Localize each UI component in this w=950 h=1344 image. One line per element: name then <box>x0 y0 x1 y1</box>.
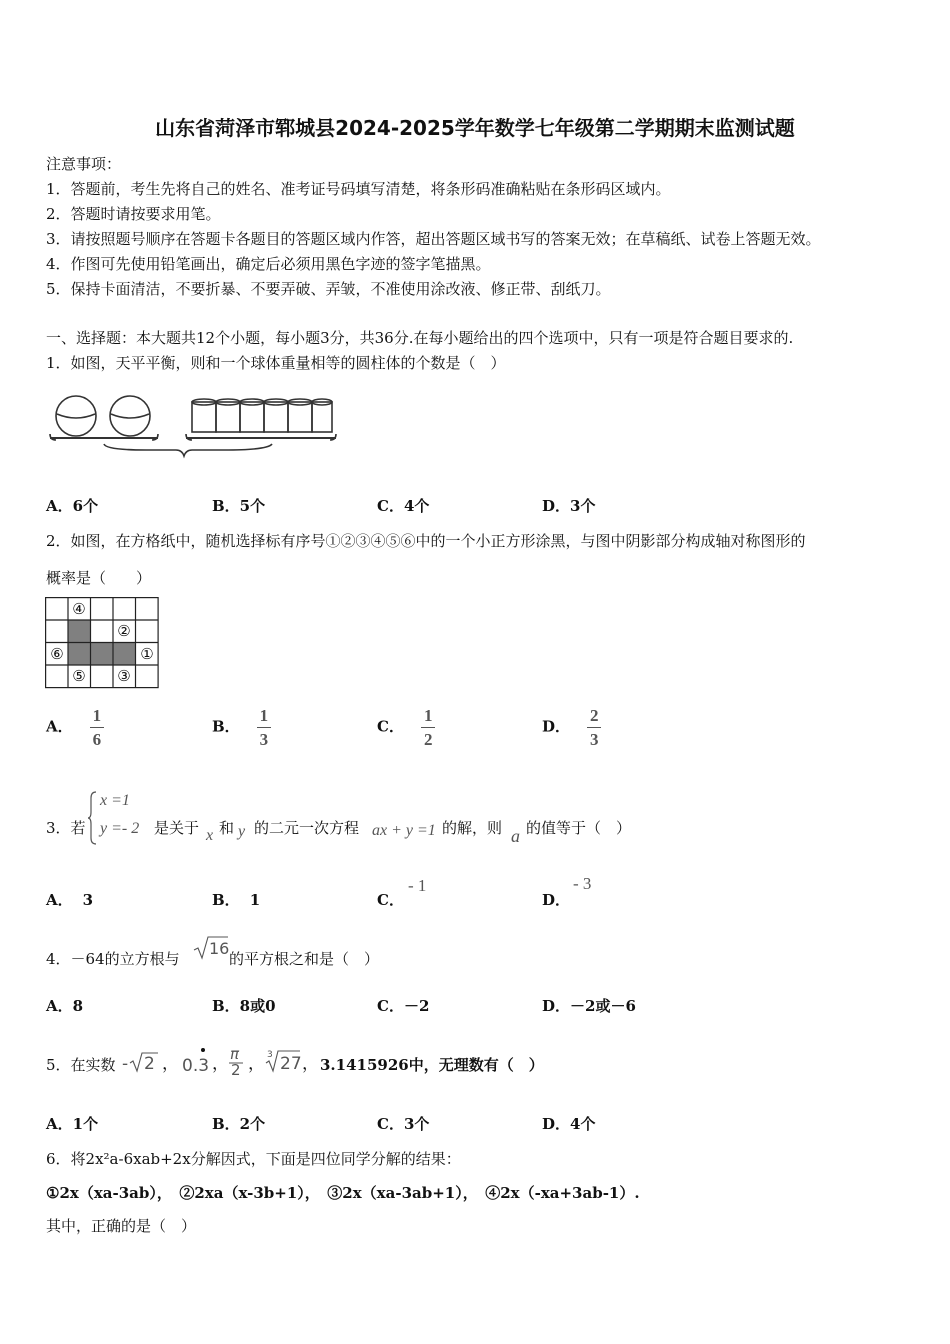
q3-text-2: 和 <box>219 819 235 837</box>
q1-option-d[interactable]: D．3个 <box>542 497 596 515</box>
grid-label-2: ② <box>117 622 131 640</box>
q2-option-a-den: 6 <box>92 730 102 749</box>
q3-option-d[interactable] <box>542 889 570 910</box>
q5-option-d[interactable]: D．4个 <box>542 1115 596 1133</box>
q4-option-b[interactable]: B．8或0 <box>212 997 276 1015</box>
q3-number: 3．若 <box>46 819 86 837</box>
q2-option-b-num: 1 <box>259 706 269 725</box>
grid-label-5: ⑤ <box>72 667 86 685</box>
q3-system-eq2: y =- 2 <box>100 820 140 837</box>
q5-option-b[interactable]: B．2个 <box>212 1115 266 1133</box>
svg-text:，: ， <box>162 1054 179 1074</box>
q2-option-c-letter: C． <box>377 717 404 736</box>
q4-option-d[interactable]: D．－2或－6 <box>542 997 636 1015</box>
q5-text-1: 5．在实数 <box>46 1056 116 1074</box>
grid-figure <box>45 597 161 689</box>
q4-option-c[interactable]: C．－2 <box>377 997 430 1015</box>
q4-text-1: 4．－64的立方根与 <box>46 950 180 968</box>
q3-option-d-letter: D． <box>542 891 571 909</box>
q2-option-b[interactable] <box>212 707 271 748</box>
q3-option-a-value: 3 <box>82 891 94 909</box>
q3-option-b-value: 1 <box>249 891 261 909</box>
q3-var-a: a <box>511 826 520 846</box>
cylinder-5 <box>288 402 312 432</box>
q5-pi-den: 2 <box>231 1061 241 1077</box>
q5-pi: π <box>230 1045 240 1063</box>
q3-equation: ax + y =1 <box>372 822 436 839</box>
q3-text-1: 是关于 <box>154 819 200 837</box>
q1-stem: 1．如图，天平平衡，则和一个球体重量相等的圆柱体的个数是（ ） <box>46 354 506 372</box>
q1-option-a[interactable]: A．6个 <box>46 497 99 515</box>
cylinder-1 <box>192 402 216 432</box>
grid-label-3: ③ <box>117 667 131 685</box>
q2-option-c-den: 2 <box>423 730 433 749</box>
q3-option-b[interactable] <box>212 889 260 910</box>
q3-text-4: 的解，则 <box>442 819 503 837</box>
balance-figure <box>46 388 341 460</box>
q3-text-5: 的值等于（ ） <box>526 819 632 837</box>
notice-item-2: 2．答题时请按要求用笔。 <box>46 205 221 223</box>
section-heading: 一、选择题：本大题共12个小题，每小题3分，共36分.在每小题给出的四个选项中，只有一项是符合题目要求的. <box>46 329 794 347</box>
page-title: 山东省菏泽市郓城县2024-2025学年数学七年级第二学期期末监测试题 <box>155 116 795 140</box>
q2-option-d-num: 2 <box>590 706 599 725</box>
q5-decimal: 0.3 <box>182 1056 210 1076</box>
q1-option-b[interactable]: B．5个 <box>212 497 266 515</box>
notice-item-5: 5．保持卡面清洁，不要折暴、不要弄破、弄皱，不准使用涂改液、修正带、刮纸刀。 <box>46 280 611 298</box>
q5-sqrt2-radicand: 2 <box>144 1054 155 1074</box>
q3-system-eq1: x =1 <box>100 792 130 809</box>
cylinder-3 <box>240 402 264 432</box>
q3-option-a[interactable] <box>46 889 93 910</box>
q2-option-c[interactable] <box>377 707 435 748</box>
q6-answers: ①2x（xa-3ab）， ②2xa（x-3b+1）， ③2x（xa-3ab+1）， ④2x（-xa+3ab-1）. <box>46 1184 640 1202</box>
q5-cbrt-radicand: 27 <box>280 1054 302 1074</box>
q2-stem-line1: 2．如图，在方格纸中，随机选择标有序号①②③④⑤⑥中的一个小正方形涂黑，与图中阴影部分构成轴对称图形的 <box>46 532 806 550</box>
cylinder-2 <box>216 402 240 432</box>
svg-text:，: ， <box>302 1054 319 1074</box>
q2-option-a[interactable] <box>46 707 104 748</box>
q4-text-2: 的平方根之和是（ ） <box>229 950 380 968</box>
notice-heading: 注意事项： <box>46 155 122 173</box>
system-brace <box>88 790 98 846</box>
q3-option-c-letter: C． <box>377 891 404 909</box>
q2-option-d[interactable] <box>542 707 601 748</box>
q5-option-a[interactable]: A．1个 <box>46 1115 99 1133</box>
svg-text:-: - <box>122 1054 129 1074</box>
q3-option-d-value: - 3 <box>573 874 592 893</box>
q2-option-d-letter: D． <box>542 717 571 736</box>
notice-item-1: 1．答题前，考生先将自己的姓名、准考证号码填写清楚，将条形码准确粘贴在条形码区域内。 <box>46 180 671 198</box>
notice-item-3: 3．请按照题号顺序在答题卡各题目的答题区域内作答，超出答题区域书写的答案无效；在草稿纸、试卷上答题无效。 <box>46 230 821 248</box>
q5-cube-index: 3 <box>267 1050 273 1060</box>
grid-label-4: ④ <box>72 600 86 618</box>
q2-option-b-letter: B． <box>212 717 240 736</box>
q2-option-a-letter: A． <box>46 717 73 736</box>
q6-tail: 其中，正确的是（ ） <box>46 1217 197 1235</box>
q3-var-y: y <box>238 823 246 840</box>
q3-option-c[interactable] <box>377 889 404 910</box>
cylinder-4 <box>264 402 288 432</box>
q2-stem-line2: 概率是（ ） <box>46 569 152 587</box>
q4-option-a[interactable]: A．8 <box>46 997 84 1015</box>
sqrt-16-radicand: 16 <box>209 939 229 958</box>
q2-option-c-num: 1 <box>423 706 433 725</box>
q3-option-a-letter: A． <box>46 891 73 909</box>
q1-option-c[interactable]: C．4个 <box>377 497 430 515</box>
q6-stem: 6．将2x²a-6xab+2x分解因式，下面是四位同学分解的结果： <box>46 1150 461 1168</box>
svg-text:，: ， <box>248 1054 265 1074</box>
q3-var-x: x <box>206 827 214 844</box>
grid-label-6: ⑥ <box>50 645 64 663</box>
sqrt-16 <box>193 934 229 964</box>
q3-option-b-letter: B． <box>212 891 240 909</box>
q3-text-3: 的二元一次方程 <box>254 819 360 837</box>
q3-option-c-value: - 1 <box>408 876 427 895</box>
q5-option-c[interactable]: C．3个 <box>377 1115 430 1133</box>
cylinder-6 <box>312 402 332 432</box>
q2-option-d-den: 3 <box>590 730 599 749</box>
q2-option-a-num: 1 <box>92 706 102 725</box>
q5-text-2: 3.1415926中，无理数有（ ） <box>320 1056 544 1074</box>
grid-label-1: ① <box>140 645 154 663</box>
q2-option-b-den: 3 <box>259 730 269 749</box>
svg-text:，: ， <box>212 1054 229 1074</box>
notice-item-4: 4．作图可先使用铅笔画出，确定后必须用黑色字迹的签字笔描黑。 <box>46 255 491 273</box>
